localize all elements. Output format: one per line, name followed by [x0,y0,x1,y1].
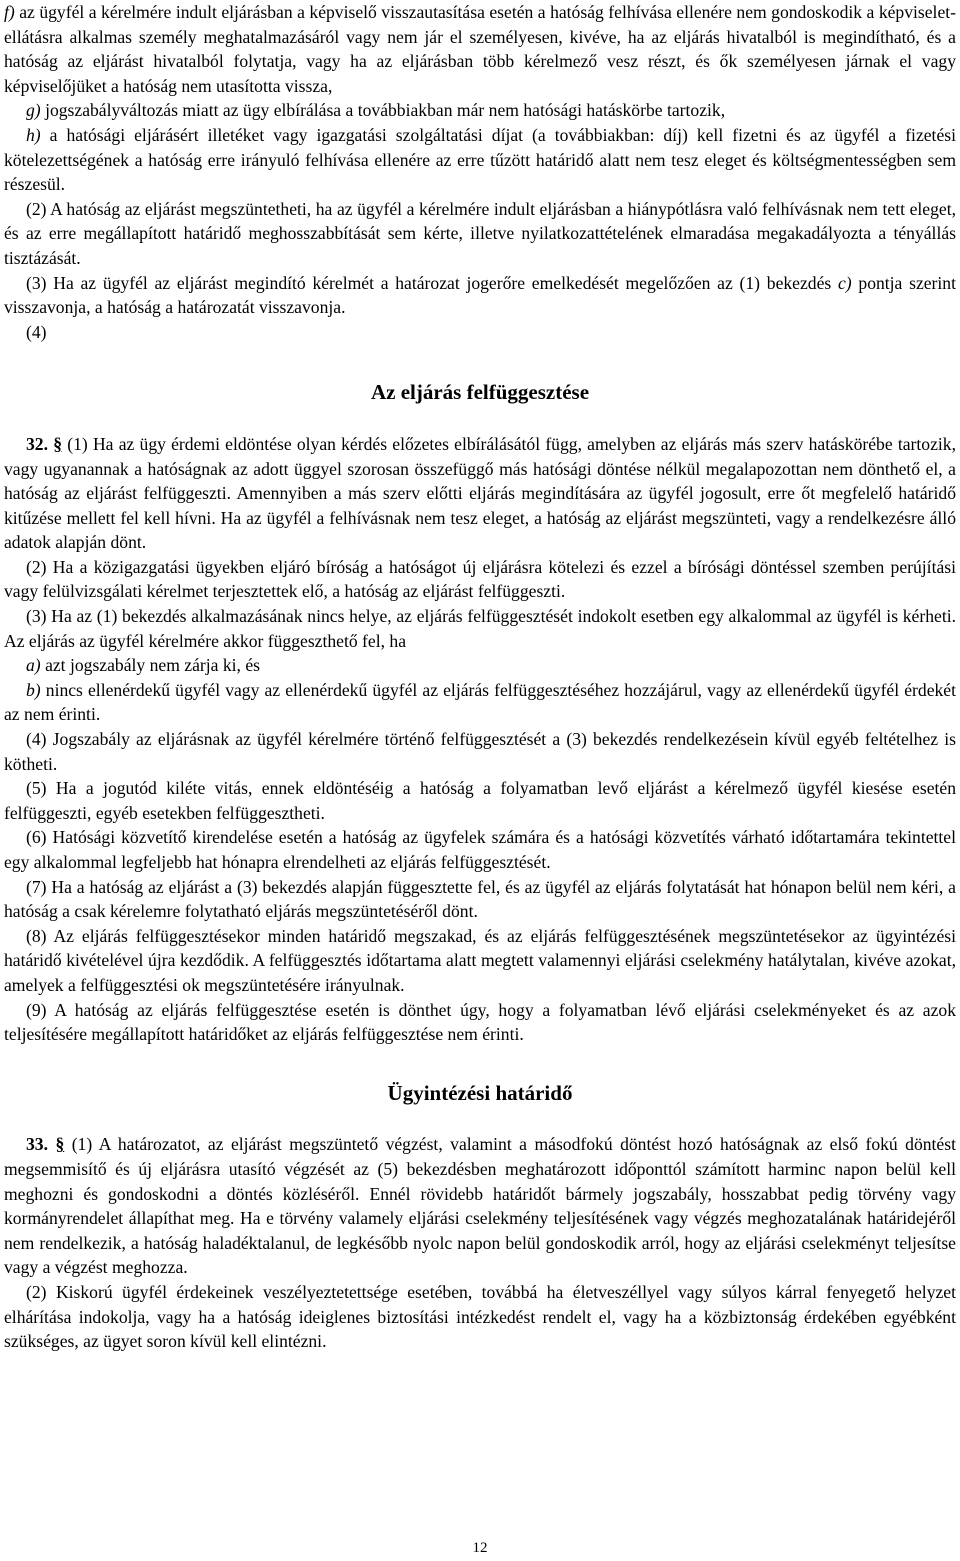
paragraph-33-2: (2) Kiskorú ügyfél érdekeinek veszélyeztetettsége esetében, továbbá ha életveszéllyel vagy súlyos kárral fenyegető helyzet elhárítása indokolja, vagy ha a hatóság ideiglenes biztosítási intézkedést rendelt el, vagy ha a közbiztonság érdekében egyébként szükséges, az ügyet soron kívül kell elintézni. [4,1281,956,1352]
paragraph-g [4,98,956,123]
paragraph-32-4: (4) Jogszabály az eljárásnak az ügyfél kérelmére történő felfüggesztését a (3) bekezdés rendelkezésein kívül egyéb feltételhez is kötheti. [4,729,956,774]
item-label-a: a) [26,655,41,676]
section-heading-32: Az eljárás felfüggesztése [370,380,590,405]
section-heading-33: Ügyintézési határidő [387,1080,573,1105]
item-text-b: nincs ellenérdekű ügyfél vagy az ellenérdekű ügyfél az eljárás felfüggesztéséhez hozzájárul, vagy az ellenérdekű ügyfél érdekét az nem érinti. [4,679,956,725]
paragraph-33-1-text: (1) A határozatot, az eljárást megszüntető végzést, valamint a másodfokú döntést hozó hatóságnak az első fokú döntést megsemmisítő és új eljárásra utasító végzését az (5) bekezdésben meghatározott időponttól számított harminc napon belül kell meghozni és gondoskodni a döntés közléséről. Ennél rövidebb határidőt bármely jogszabály, hosszabbat pedig törvény vagy kormányrendelet állapíthat meg. Ha e törvény valamely eljárási cselekmény teljesítésének vagy végzés meghozatalának határidejéről nem rendelkezik, a hatóság haladéktalanul, de legkésőbb nyolc napon belül gondoskodik arról, hogy az eljárási cselekményt teljesítse vagy a végzést meghozza. [4,1134,956,1278]
paragraph-31-3-a: (3) Ha az ügyfél az eljárást megindító kérelmét a határozat jogerőre emelkedését megelőzően az (1) bekezdés [26,272,832,293]
paragraph-32-8: (8) Az eljárás felfüggesztésekor minden határidő megszakad, és az eljárás felfüggesztésének megszüntetésekor az ügyintézési határidő kivételével újra kezdődik. A felfüggesztés időtartama alatt megtett valamennyi eljárási cselekmény hatálytalan, kivéve azokat, amelyek a felfüggesztési ok megszüntetésére irányulnak. [4,925,956,995]
paragraph-31-3 [4,271,956,320]
paragraph-f [4,0,956,98]
item-text-a: azt jogszabály nem zárja ki, és [45,655,261,676]
paragraph-33-1 [4,1132,956,1280]
page-number: 12 [472,1540,488,1556]
section-symbol-33: § [55,1134,65,1155]
section-symbol-32: § [53,433,63,454]
paragraph-32-5: (5) Ha a jogutód kiléte vitás, ennek eldöntéséig a hatóság a folyamatban levő eljárást a kérelmező ügyfél kiesése esetén felfüggeszti, egyéb esetekben felfüggesztheti. [4,778,956,823]
item-text-h: a hatósági eljárásért illetéket vagy igazgatási szolgáltatási díjat (a továbbiakban: díj) kell fizetni és az ügyfél a fizetési kötelezettségének a hatóság erre irányuló felhívása ellenére az erre tűzött határidő alatt nem tesz eleget és költségmentességben sem részesül. [4,124,956,195]
paragraph-32-6: (6) Hatósági közvetítő kirendelése esetén a hatóság az ügyfelek számára és a hatósági közvetítés várható időtartamára tekintettel egy alkalommal legfeljebb hat hónapra elrendelheti az eljárás felfüggesztését. [4,827,956,872]
paragraph-32-3-b [4,678,956,727]
paragraph-32-3: (3) Ha az (1) bekezdés alkalmazásának nincs helye, az eljárás felfüggesztését indokolt esetben egy alkalommal az ügyfél is kérheti. Az eljárás az ügyfél kérelmére akkor függeszthető fel, ha [4,606,956,651]
section-number-33: 33. [26,1134,48,1155]
section-number-32: 32. [26,433,48,454]
item-label-b: b) [26,679,41,700]
paragraph-31-2: (2) A hatóság az eljárást megszüntetheti, ha az ügyfél a kérelmére indult eljárásban a hiánypótlásra való felhívásnak nem tett eleget, és az erre megállapított határidő meghosszabbítását sem kérte, illetve nyilatkozattételének elmaradása megakadályozta a tényállás tisztázását. [4,198,956,268]
paragraph-32-7: (7) Ha a hatóság az eljárást a (3) bekezdés alapján függesztette fel, és az ügyfél az eljárás folytatását hat hónapon belül nem kéri, a hatóság a csak kérelemre folytatható eljárás megszüntetéséről dönt. [4,876,956,922]
spacer [4,405,956,432]
paragraph-32-1-text: (1) Ha az ügy érdemi eldöntése olyan kérdés előzetes elbírálásától függ, amelyben az eljárás más szerv hatáskörébe tartozik, vagy ugyanannak a hatóságnak az adott üggyel szorosan összefüggő más hatósági döntése nélkül megalapozottan nem dönthető el, a hatóság az eljárást felfüggeszti. Amennyiben a más szerv előtti eljárás megindítására az ügyfél jogosult, erre őt megfelelő határidő kitűzése mellett fel kell hívni. Ha az ügyfél a felhívásnak nem tesz eleget, a hatóság az eljárást megszünteti, vagy a rendelkezésre álló adatok alapján dönt. [4,433,956,553]
item-label-g: g) [26,100,41,121]
document-page [4,0,956,1354]
paragraph-32-1 [4,432,956,555]
spacer [4,1047,956,1081]
paragraph-31-3-b: pontja szerint visszavonja, a hatóság a határozatát visszavonja. [4,272,956,318]
paragraph-31-4: (4) [26,321,47,342]
item-text-f: az ügyfél a kérelmére indult eljárásban a képviselő visszautasítása esetén a hatóság felhívása ellenére nem gondoskodik a képviselet-ellátásra alkalmas személy meghatalmazásáról vagy nem jár el személyesen, kivéve, ha az eljárás hivatalból is megindítható, és a hatóság az eljárást hivatalból folytatja, vagy ha az eljárásban több kérelmező vesz részt, és ők személyesen járnak el vagy képviselőjüket a hatóság nem utasította vissza, [4,2,957,96]
paragraph-32-2: (2) Ha a közigazgatási ügyekben eljáró bíróság a hatóságot új eljárásra kötelezi és ezzel a bírósági döntéssel szemben perújítási vagy felülvizsgálati kérelmet terjesztettek elő, a hatóság az eljárást felfüggeszti. [4,556,956,602]
item-label-f: f) [4,2,15,22]
paragraph-31-3-italic: c) [837,272,852,293]
item-text-g: jogszabályváltozás miatt az ügy elbírálása a továbbiakban már nem hatósági hatáskörbe tartozik, [45,100,726,121]
paragraph-h [4,123,956,197]
paragraph-32-9: (9) A hatóság az eljárás felfüggesztése esetén is dönthet úgy, hogy a folyamatban lévő eljárási cselekményeket és az azok teljesítésére megállapított határidőket az eljárás felfüggesztése nem érinti. [4,999,956,1045]
spacer [4,344,956,380]
paragraph-32-3-a [4,653,956,678]
item-label-h: h) [26,124,41,145]
spacer [4,1105,956,1132]
